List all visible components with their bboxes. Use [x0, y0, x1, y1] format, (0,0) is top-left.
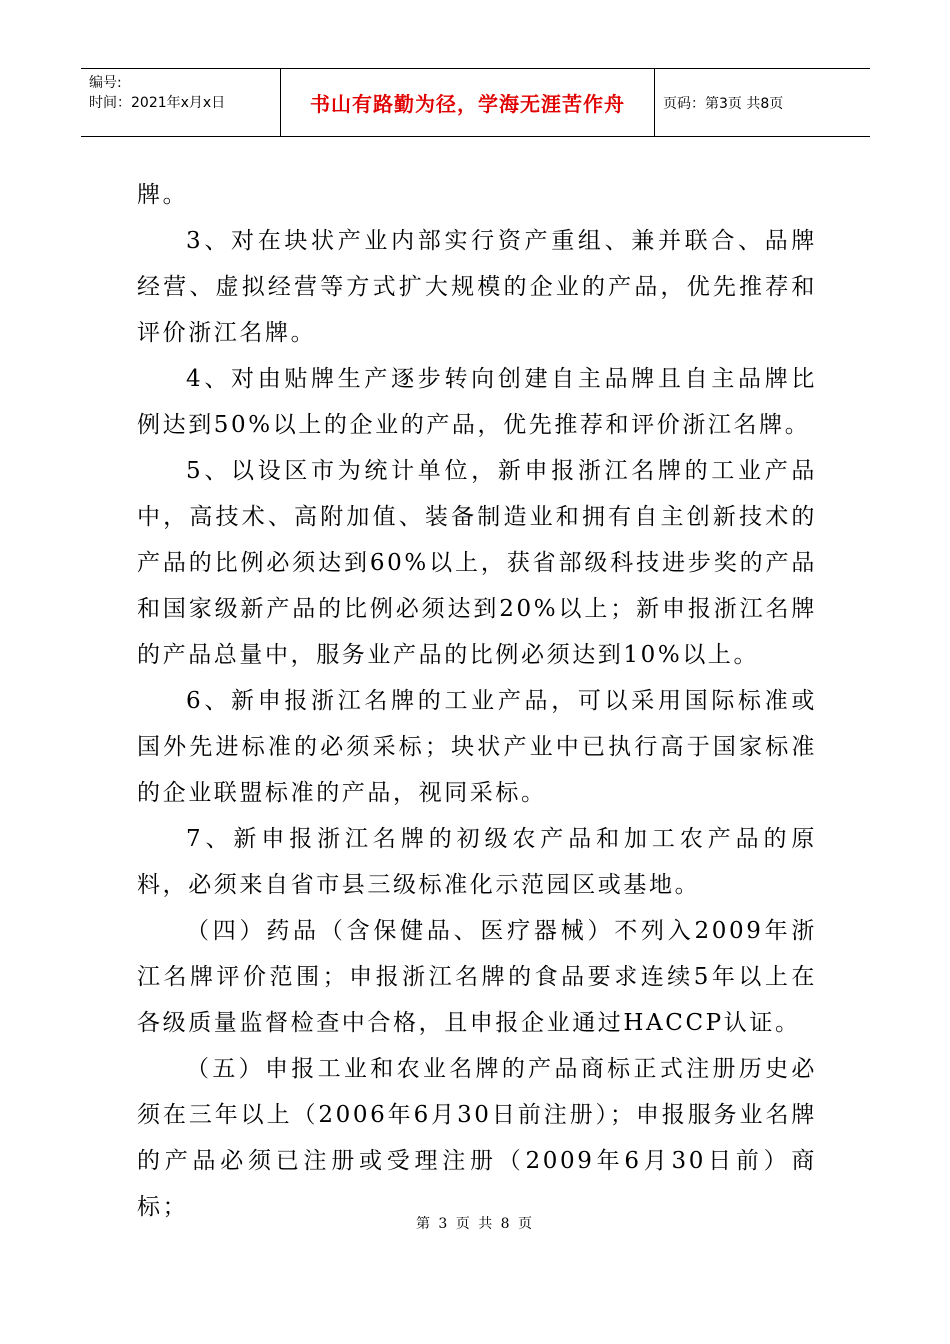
paragraph: （四）药品（含保健品、医疗器械）不列入2009年浙江名牌评价范围；申报浙江名牌的食品要求连续5年以上在各级质量监督检查中合格，且申报企业通过HACCP认证。 — [137, 918, 817, 1036]
page-header — [81, 68, 870, 137]
header-meta — [81, 69, 281, 136]
document-number-label: 编号: — [89, 75, 122, 91]
paragraph: 6、新申报浙江名牌的工业产品，可以采用国际标准或国外先进标准的必须采标；块状产业中已执行高于国家标准的企业联盟标准的产品，视同采标。 — [137, 688, 817, 806]
page-footer: 第 3 页 共 8 页 — [415, 1216, 535, 1232]
paragraph: 3、对在块状产业内部实行资产重组、兼并联合、品牌经营、虚拟经营等方式扩大规模的企业的产品，优先推荐和评价浙江名牌。 — [137, 228, 817, 346]
header-page-info: 页码：第3页 共8页 — [663, 95, 784, 112]
paragraph: 5、以设区市为统计单位，新申报浙江名牌的工业产品中，高技术、高附加值、装备制造业和拥有自主创新技术的产品的比例必须达到60%以上，获省部级科技进步奖的产品和国家级新产品的比例必须达到20%以上；新申报浙江名牌的产品总量中，服务业产品的比例必须达到10%以上。 — [137, 458, 817, 668]
paragraph: 牌。 — [137, 182, 189, 208]
paragraph: 4、对由贴牌生产逐步转向创建自主品牌且自主品牌比例达到50%以上的企业的产品，优先推荐和评价浙江名牌。 — [137, 366, 817, 438]
document-time-label: 时间：2021年x月x日 — [89, 95, 226, 111]
paragraph: 7、新申报浙江名牌的初级农产品和加工农产品的原料，必须来自省市县三级标准化示范园区或基地。 — [137, 826, 817, 898]
paragraph: （五）申报工业和农业名牌的产品商标正式注册历史必须在三年以上（2006年6月30日前注册）；申报服务业名牌的产品必须已注册或受理注册（2009年6月30日前）商标； — [137, 1056, 817, 1220]
header-motto: 书山有路勤为径，学海无涯苦作舟 — [281, 69, 655, 136]
document-body — [137, 172, 817, 1230]
